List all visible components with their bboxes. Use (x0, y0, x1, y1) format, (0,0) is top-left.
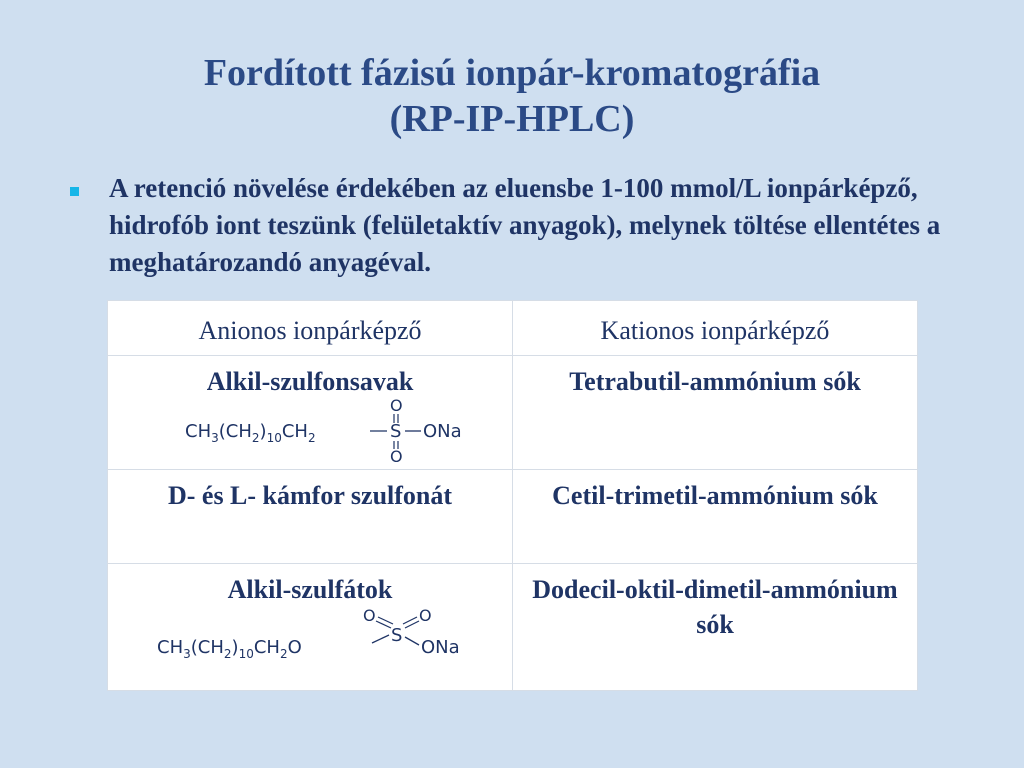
svg-text:CH3(CH2)10CH2 (185, 421, 316, 445)
formula-text: (CH (190, 636, 224, 658)
bullet-square-icon (70, 187, 79, 196)
header-cationic: Kationos ionpárképző (513, 301, 918, 356)
header-anionic: Anionos ionpárképző (108, 301, 513, 356)
cell-alkyl-sulfates (108, 563, 513, 690)
formula-text: (CH (218, 421, 252, 443)
formula-text: CH (157, 636, 184, 658)
svg-text:CH3(CH2)10CH2O (157, 637, 302, 661)
cell-cetyltrimethylammonium: Cetil-trimetil-ammónium sók (513, 470, 918, 563)
oxygen-right: O (419, 606, 432, 625)
formula-text: ) (231, 636, 239, 658)
oxygen-bottom: O (390, 447, 403, 464)
cell-camphor-sulfonate: D- és L- kámfor szulfonát (108, 470, 513, 563)
bullet-text: A retenció növelése érdekében az eluensbe 1-100 mmol/L ionpárképző, hidrofób iont teszünk (felületaktív anyagok), melynek töltése ellentétes a meghatározandó anyagéval. (109, 173, 941, 277)
formula-text: ) (259, 421, 267, 443)
cell-label: Alkil-szulfátok (227, 574, 393, 604)
formula-text: CH (185, 421, 212, 443)
formula-text: CH (281, 421, 308, 443)
oxygen-left: O (363, 606, 376, 625)
cell-label: Alkil-szulfonsavak (206, 367, 414, 397)
title-line-1: Fordított fázisú ionpár-kromatográfia (203, 52, 821, 94)
table-header-row (108, 301, 918, 356)
sulfur-atom: S (390, 421, 402, 443)
sodium-oxide: ONa (421, 636, 460, 658)
cell-tetrabutylammonium: Tetrabutil-ammónium sók (513, 356, 918, 470)
formula-subscript: 2 (223, 646, 232, 661)
formula-text: CH (253, 636, 280, 658)
alkyl-sulfate-formula (135, 607, 485, 665)
sulfur-atom: S (391, 624, 403, 646)
alkyl-sulfonate-formula (155, 399, 465, 463)
table-row (108, 356, 918, 470)
slide-title (0, 50, 1024, 142)
formula-subscript: 2 (307, 431, 316, 446)
ion-pair-table (107, 300, 918, 691)
formula-subscript: 2 (251, 431, 260, 446)
ether-oxygen: O (287, 636, 302, 658)
table-row (108, 563, 918, 690)
cell-alkyl-sulfonic-acids (108, 356, 513, 470)
formula-subscript: 10 (266, 431, 282, 446)
formula-subscript: 3 (183, 646, 191, 661)
bullet-item (70, 170, 970, 281)
formula-subscript: 2 (279, 646, 288, 661)
formula-subscript: 10 (238, 646, 254, 661)
table-row (108, 470, 918, 563)
oxygen-top: O (390, 399, 403, 416)
title-line-2: (RP-IP-HPLC) (389, 98, 635, 140)
formula-subscript: 3 (211, 431, 219, 446)
sodium-oxide: ONa (423, 421, 462, 443)
cell-dodecyloctyldimethylammonium: Dodecil-oktil-dimetil-ammónium sók (513, 563, 918, 690)
